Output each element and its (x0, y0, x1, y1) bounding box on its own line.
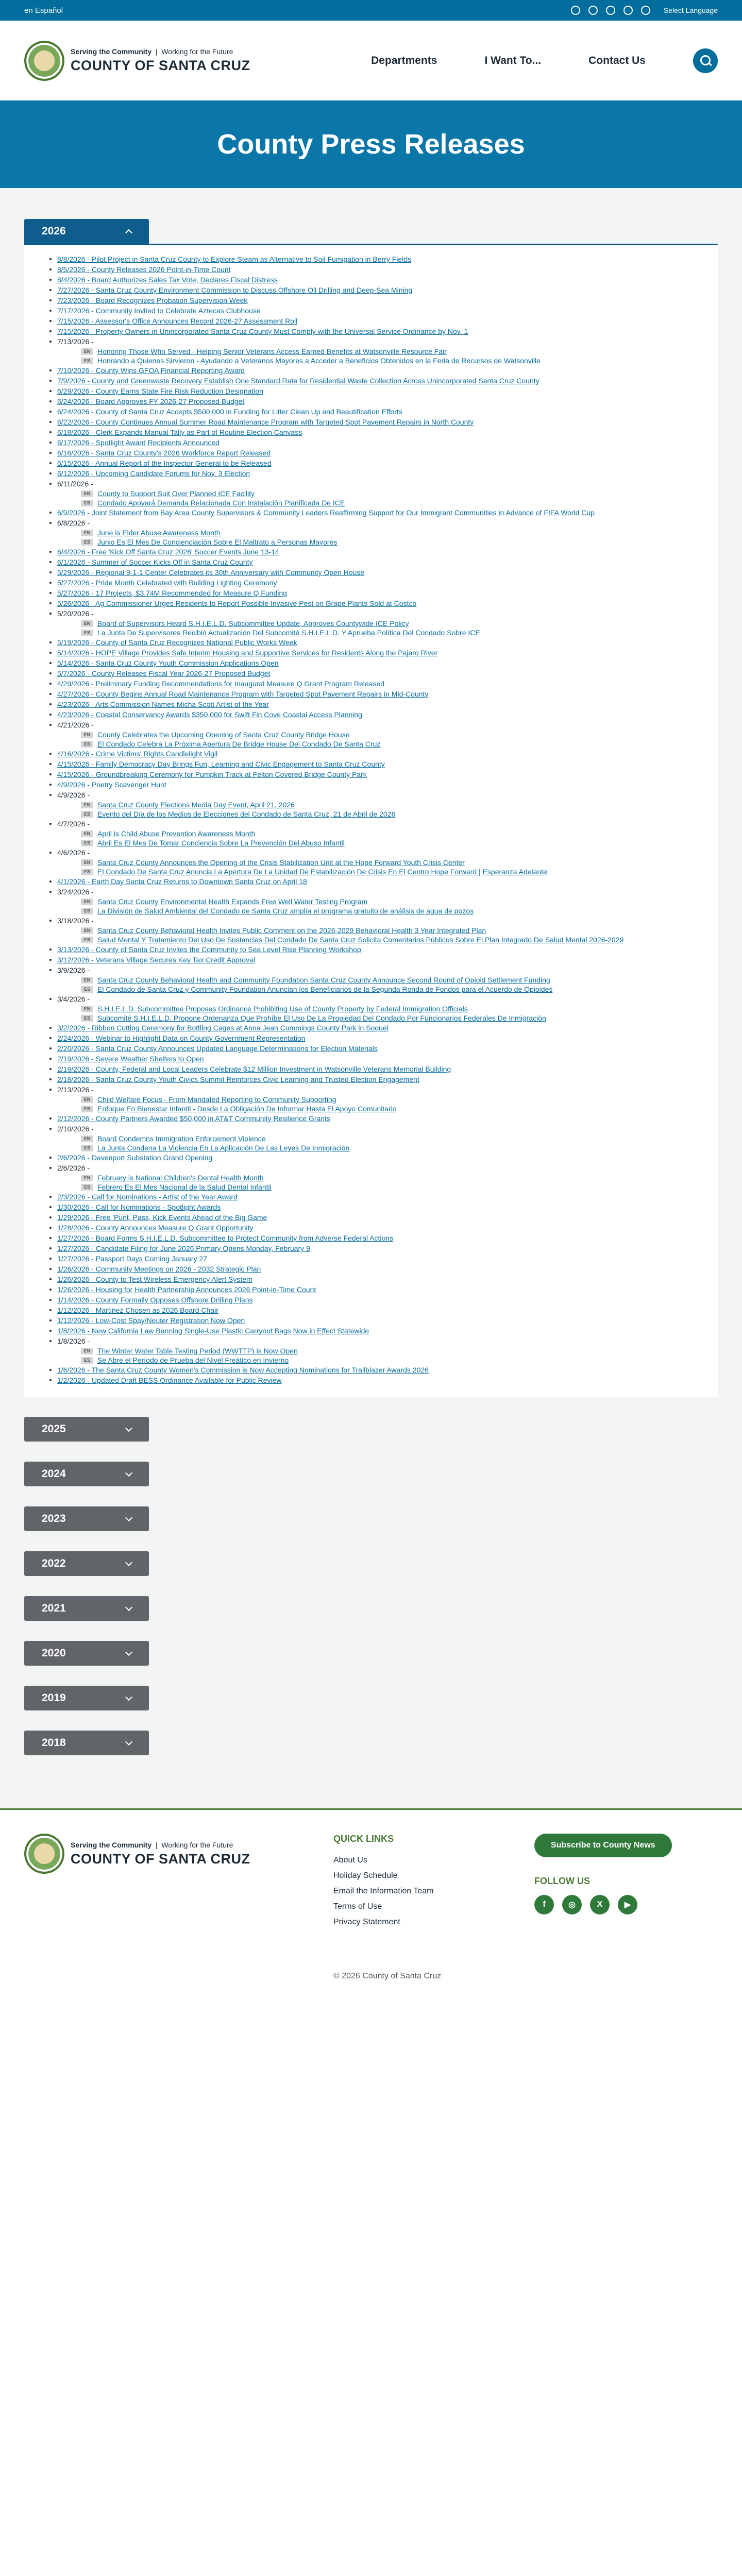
press-release-link[interactable]: 1/12/2026 - Martinez Chosen as 2026 Board Chair (57, 1306, 218, 1314)
press-release-link[interactable]: Santa Cruz County Behavioral Health and Community Foundation Santa Cruz County Announce Second Round of Opioid Settlement Funding (97, 976, 550, 984)
release-date: 3/9/2026 - (57, 966, 90, 974)
release-date: 7/13/2026 - (57, 337, 94, 346)
press-release-item (33, 699, 709, 709)
press-release-item (33, 1274, 709, 1284)
press-release-item (33, 365, 709, 376)
press-release-link[interactable]: Santa Cruz County Behavioral Health Invites Public Comment on the 2026-2029 Behavioral Health 3 Year Integrated Plan (97, 926, 486, 935)
year-accordion-2022[interactable]: 2022 (24, 1551, 149, 1576)
press-release-item (33, 264, 709, 275)
press-release-link[interactable]: 6/16/2026 - Santa Cruz County's 2026 Workforce Report Released (57, 449, 271, 457)
press-release-link[interactable]: La Junta De Supervisores Recibió Actualización Del Subcomité S.H.I.E.L.D. Y Aprueba Política Del Condado Sobre ICE (97, 629, 480, 637)
press-release-link[interactable]: 3/12/2026 - Veterans Village Secures Key Tax Credit Approval (57, 956, 255, 964)
press-release-link[interactable]: La División de Salud Ambiental del Condado de Santa Cruz amplía el programa gratuito de análisis de agua de pozos (97, 907, 474, 915)
press-release-link[interactable]: Evento del Día de los Medios de Elecciones del Condado de Santa Cruz, 21 de Abril de 2026 (97, 810, 396, 818)
press-release-link[interactable]: The Winter Water Table Testing Period (WWTTP) is Now Open (97, 1347, 298, 1355)
press-release-item (33, 306, 709, 316)
press-release-item (33, 1124, 709, 1153)
footer-tagline: Serving the Community | Working for the Future (71, 1840, 233, 1849)
press-release-link[interactable]: Se Abre el Período de Prueba del Nivel Freático en Invierno (97, 1356, 289, 1364)
quick-link-holidays[interactable]: Holiday Schedule (333, 1871, 398, 1880)
x-icon[interactable]: X (590, 1895, 610, 1914)
press-release-link[interactable]: February is National Children's Dental Health Month (97, 1174, 264, 1182)
press-release-link[interactable]: 3/13/2026 - County of Santa Cruz Invites the Community to Sea Level Rise Planning Workshop (57, 945, 361, 954)
instagram-icon[interactable] (588, 6, 598, 15)
press-release-item (33, 658, 709, 668)
page-hero (0, 100, 742, 188)
press-release-link[interactable]: 7/9/2026 - County and Greenwaste Recovery Establish One Standard Rate for Residential Waste Collection Across Unincorporated Santa Cruz County (57, 377, 539, 385)
county-logo[interactable] (24, 41, 250, 81)
press-release-link[interactable]: Santa Cruz County Elections Media Day Event, April 21, 2026 (97, 801, 295, 809)
press-release-link[interactable]: 4/23/2026 - Arts Commission Names Micha Scott Artist of the Year (57, 700, 269, 708)
press-release-item (33, 916, 709, 944)
press-release-link[interactable]: 5/26/2026 - Ag Commissioner Urges Residents to Report Possible Invasive Pest on Grape Plants Sold at Costco (57, 599, 417, 607)
language-badge: ES (81, 358, 93, 364)
press-release-link[interactable]: 6/1/2026 - Summer of Soccer Kicks Off in Santa Cruz County (57, 558, 253, 566)
press-release-item (33, 588, 709, 598)
nav-contact-us[interactable]: Contact Us (588, 54, 646, 66)
language-badge: EN (81, 490, 93, 497)
press-release-link[interactable]: 6/15/2026 - Annual Report of the Inspector General to be Released (57, 459, 272, 467)
utility-right (571, 6, 718, 15)
press-release-link[interactable]: 4/16/2026 - Crime Victims' Rights Candlelight Vigil (57, 750, 218, 758)
language-badge: EN (81, 530, 93, 536)
press-release-link[interactable]: 4/15/2026 - Family Democracy Day Brings Fun, Learning and Civic Engagement to Santa Cruz County (57, 760, 385, 768)
press-release-item (33, 994, 709, 1023)
release-date: 3/24/2026 - (57, 888, 94, 896)
press-release-item (33, 567, 709, 578)
press-release-item (33, 769, 709, 779)
press-release-link[interactable]: June is Elder Abuse Awareness Month (97, 529, 221, 537)
press-release-item (33, 779, 709, 790)
chevron-down-icon (125, 1424, 132, 1431)
press-release-item (33, 396, 709, 406)
nav-i-want-to[interactable]: I Want To... (484, 54, 542, 66)
chevron-down-icon (125, 1558, 132, 1566)
quick-link-terms[interactable]: Terms of Use (333, 1902, 382, 1911)
press-release-item (33, 1113, 709, 1124)
press-release-item (33, 608, 709, 637)
quick-link-about[interactable]: About Us (333, 1856, 367, 1865)
footer-logo[interactable] (24, 1834, 333, 1874)
chevron-down-icon (125, 1603, 132, 1611)
press-release-link[interactable]: 4/23/2026 - Coastal Conservancy Awards $350,000 for Swift Fin Cove Coastal Access Planning (57, 710, 362, 719)
press-release-item (33, 295, 709, 306)
language-badge: EN (81, 1006, 93, 1012)
language-badge: EN (81, 977, 93, 984)
instagram-icon[interactable]: ◎ (562, 1895, 582, 1914)
release-date: 1/8/2026 - (57, 1337, 90, 1345)
year-accordion-2020[interactable]: 2020 (24, 1641, 149, 1666)
press-release-link[interactable]: 7/23/2026 - Board Recognizes Probation Supervision Week (57, 296, 248, 304)
release-date: 2/13/2026 - (57, 1086, 94, 1094)
language-badge: ES (81, 1015, 93, 1022)
press-release-item (33, 448, 709, 458)
year-accordion-2024[interactable]: 2024 (24, 1462, 149, 1486)
year-accordion-2018[interactable]: 2018 (24, 1731, 149, 1755)
collapsed-year-list (24, 1417, 718, 1755)
press-release-item (33, 386, 709, 396)
language-badge: EN (81, 348, 93, 355)
press-release-link[interactable]: Honoring Those Who Served - Helping Senior Veterans Access Earned Benefits at Watsonville Resource Fair (97, 347, 447, 355)
press-release-link[interactable]: 4/27/2026 - County Begins Annual Road Maintenance Program with Targeted Spot Pavement Repairs in Mid-County (57, 690, 429, 698)
press-release-item (33, 417, 709, 427)
release-date: 4/6/2026 - (57, 849, 90, 857)
press-release-link[interactable]: 1/2/2026 - Updated Draft BESS Ordinance Available for Public Review (57, 1376, 282, 1384)
language-badge: EN (81, 1096, 93, 1103)
press-release-item (33, 1315, 709, 1326)
county-seal-icon (24, 1834, 64, 1874)
press-release-link[interactable]: Enfoque En Bienestar Infantil - Desde La Obligación De Informar Hasta El Apoyo Comunitario (97, 1105, 397, 1113)
press-release-link[interactable]: 1/26/2026 - Housing for Health Partnership Announces 2026 Point-in-Time Count (57, 1285, 316, 1294)
search-icon[interactable] (693, 48, 718, 73)
press-release-link[interactable]: County Celebrates the Upcoming Opening of Santa Cruz County Bridge House (97, 731, 350, 739)
press-release-link[interactable]: 2/18/2026 - Santa Cruz County Youth Civics Summit Reinforces Civic Learning and Trusted Election Engagement (57, 1075, 419, 1083)
quick-link-privacy[interactable]: Privacy Statement (333, 1918, 400, 1926)
press-release-item (33, 376, 709, 386)
press-release-item (33, 790, 709, 819)
press-release-item (33, 1375, 709, 1385)
language-badge: EN (81, 831, 93, 837)
release-date: 3/18/2026 - (57, 917, 94, 925)
press-release-item (33, 326, 709, 336)
press-release-link[interactable]: 2/3/2026 - Call for Nominations - Artist of the Year Award (57, 1193, 238, 1201)
press-release-item (33, 1365, 709, 1375)
language-badge: EN (81, 620, 93, 627)
press-release-item (33, 1153, 709, 1163)
press-release-link[interactable]: 8/5/2026 - County Releases 2026 Point-in-Time Count (57, 265, 231, 274)
year-accordion-2023[interactable]: 2023 (24, 1506, 149, 1531)
press-release-item (33, 759, 709, 769)
chevron-down-icon (125, 1693, 132, 1700)
press-release-link[interactable]: Board of Supervisors Heard S.H.I.E.L.D. Subcommittee Update, Approves Countywide ICE Policy (97, 619, 409, 628)
language-badge: ES (81, 1357, 93, 1364)
language-badge: ES (81, 840, 93, 846)
press-release-item (33, 648, 709, 658)
press-release-item (33, 1326, 709, 1336)
press-release-item (33, 479, 709, 507)
language-badge: EN (81, 1136, 93, 1142)
press-release-item (33, 427, 709, 437)
press-release-item (33, 1243, 709, 1253)
press-release-link[interactable]: 2/19/2026 - County, Federal and Local Leaders Celebrate $12 Million Investment in Watsonville Veterans Memorial Building (57, 1065, 451, 1073)
youtube-icon[interactable]: ▶ (618, 1895, 637, 1914)
press-release-item (33, 1033, 709, 1043)
press-release-link[interactable]: 4/15/2026 - Groundbreaking Ceremony for Pumpkin Track at Felton Covered Bridge County Park (57, 770, 367, 778)
chevron-down-icon (125, 1514, 132, 1521)
press-release-item (33, 547, 709, 557)
press-release-link[interactable]: 3/2/2026 - Ribbon Cutting Ceremony for Bottling Cages at Anna Jean Cummings County Park in Soquel (57, 1024, 389, 1032)
press-release-item (33, 316, 709, 326)
press-release-item (33, 1253, 709, 1264)
facebook-icon[interactable]: f (534, 1895, 554, 1914)
press-release-item (33, 1264, 709, 1274)
press-release-link[interactable]: 1/14/2026 - County Formally Opposes Offshore Drilling Plans (57, 1296, 253, 1304)
press-release-item (33, 518, 709, 547)
press-release-item (33, 1305, 709, 1315)
press-release-link[interactable]: S.H.I.E.L.D. Subcommittee Proposes Ordinance Prohibiting Use of County Property by Federal Immigration Officials (97, 1005, 468, 1013)
press-release-item (33, 507, 709, 518)
press-release-item (33, 598, 709, 608)
press-release-link[interactable]: 6/9/2026 - Joint Statement from Bay Area County Supervisors & Community Leaders Reaffirming Support for Our Immigrant Communities in Advance of FIFA World Cup (57, 509, 595, 517)
quick-links-title: QUICK LINKS (333, 1834, 394, 1844)
press-release-link[interactable]: Santa Cruz County Announces the Opening of the Crisis Stabilization Unit at the Hope Forward Youth Crisis Center (97, 858, 465, 867)
press-release-link[interactable]: 2/20/2026 - Santa Cruz County Announces Updated Language Determinations for Election Materials (57, 1044, 378, 1053)
press-release-item (33, 406, 709, 417)
press-release-item (33, 1054, 709, 1064)
press-release-archive (0, 188, 742, 1808)
press-release-link[interactable]: 2/19/2026 - Severe Weather Shelters to Open (57, 1055, 204, 1063)
spanish-language-link[interactable]: en Español (24, 6, 63, 15)
release-date: 6/11/2026 - (57, 480, 93, 488)
select-language-dropdown[interactable]: Select Language (663, 6, 718, 14)
press-release-link[interactable]: 6/12/2026 - Upcoming Candidate Forums for Nov. 3 Election (57, 469, 250, 478)
press-release-link[interactable]: 5/29/2026 - Regional 9-1-1 Center Celebrates its 30th Anniversary with Community Open House (57, 568, 365, 577)
press-release-item (33, 1163, 709, 1192)
press-release-item (33, 1192, 709, 1202)
language-badge: ES (81, 937, 93, 943)
press-release-link[interactable]: Honrando a Quienes Sirvieron - Ayudando a Veteranos Mayores a Acceder a Beneficios Obtenidos en la Feria de Recursos de Watsonville (97, 357, 541, 365)
quick-links (333, 1834, 534, 1977)
year-panel-2026 (24, 244, 718, 1397)
facebook-icon[interactable] (571, 6, 580, 15)
press-release-item (33, 819, 709, 848)
press-release-link[interactable]: 1/26/2026 - Community Meetings on 2026 - 2032 Strategic Plan (57, 1265, 261, 1273)
press-release-link[interactable]: 7/15/2026 - Property Owners in Unincorporated Santa Cruz County Must Comply with the Universal Service Ordinance by Nov. 1 (57, 327, 468, 335)
press-release-link[interactable]: 1/12/2026 - Low-Cost Spay/Neuter Registration Now Open (57, 1316, 245, 1325)
press-release-link[interactable]: Child Welfare Focus - From Mandated Reporting to Community Supporting (97, 1095, 336, 1104)
press-release-link[interactable]: 7/15/2026 - Assessor's Office Announces Record 2026-27 Assessment Roll (57, 317, 298, 325)
press-release-item (33, 637, 709, 648)
press-release-link[interactable]: 6/4/2026 - Free 'Kick Off Santa Cruz 2026' Soccer Events June 13-14 (57, 548, 279, 556)
press-release-link[interactable]: 8/4/2026 - Board Authorizes Sales Tax Vote, Declares Fiscal Distress (57, 276, 278, 284)
nav-departments[interactable]: Departments (371, 54, 437, 66)
press-release-link[interactable]: 1/29/2026 - Free 'Punt, Pass, Kick Events Ahead of the Big Game (57, 1213, 267, 1222)
language-badge: EN (81, 899, 93, 905)
press-release-item (33, 1202, 709, 1212)
press-release-link[interactable]: Junio Es El Mes De Concienciación Sobre El Maltrato a Personas Mayores (97, 538, 338, 546)
language-badge: EN (81, 1348, 93, 1354)
language-badge: ES (81, 630, 93, 636)
mail-icon[interactable] (641, 6, 650, 15)
press-release-list (33, 254, 709, 1385)
press-release-link[interactable]: 6/24/2026 - Board Approves FY 2026-27 Proposed Budget (57, 397, 245, 405)
copyright: © 2026 County of Santa Cruz (333, 1972, 442, 1980)
press-release-link[interactable]: Board Condemns Immigration Enforcement Violence (97, 1134, 266, 1143)
press-release-item (33, 944, 709, 955)
press-release-link[interactable]: 5/14/2026 - HOPE Village Provides Safe Interim Housing and Supportive Services for Residents Along the Pajaro River (57, 649, 438, 657)
utility-bar (0, 0, 742, 21)
press-release-item (33, 1084, 709, 1113)
press-release-link[interactable]: 1/6/2026 - The Santa Cruz County Women's Commission is Now Accepting Nominations for Trailblazer Awards 2026 (57, 1366, 429, 1374)
press-release-link[interactable]: 4/1/2026 - Earth Day Santa Cruz Returns to Downtown Santa Cruz on April 18 (57, 877, 307, 886)
press-release-link[interactable]: 5/27/2026 - 17 Projects, $3.74M Recommended for Measure Q Funding (57, 589, 287, 597)
press-release-link[interactable]: 5/7/2026 - County Releases Fiscal Year 2026-27 Proposed Budget (57, 669, 271, 677)
press-release-link[interactable]: 5/19/2026 - County of Santa Cruz Recognizes National Public Works Week (57, 638, 297, 647)
subscribe-button[interactable]: Subscribe to County News (534, 1834, 672, 1857)
press-release-link[interactable]: April is Child Abuse Prevention Awareness Month (97, 829, 256, 838)
press-release-link[interactable]: Subcomité S.H.I.E.L.D. Propone Ordenanza Que Prohíbe El Uso De La Propiedad Del Condado Por Funcionarios Federales De Inmigración (97, 1014, 546, 1022)
press-release-link[interactable]: 2/12/2026 - County Partners Awarded $50,000 in AT&T Community Resilience Grants (57, 1114, 330, 1123)
press-release-link[interactable]: El Condado Celebra La Próxima Apertura De Bridge House Del Condado De Santa Cruz (97, 740, 381, 748)
press-release-item (33, 557, 709, 567)
follow-us-title: FOLLOW US (534, 1876, 590, 1886)
press-release-item (33, 1284, 709, 1295)
chevron-down-icon (125, 1469, 132, 1476)
press-release-link[interactable]: County to Support Suit Over Planned ICE Facility (97, 489, 255, 498)
press-release-item (33, 955, 709, 965)
county-seal-icon (24, 41, 64, 81)
language-badge: ES (81, 741, 93, 748)
release-date: 3/4/2026 - (57, 995, 90, 1003)
primary-nav (371, 48, 718, 73)
press-release-link[interactable]: Santa Cruz County Environmental Health Expands Free Well Water Testing Program (97, 897, 368, 906)
language-badge: ES (81, 986, 93, 993)
press-release-link[interactable]: 5/14/2026 - Santa Cruz County Youth Commission Applications Open (57, 659, 279, 667)
chevron-down-icon (125, 1738, 132, 1745)
press-release-link[interactable]: Salud Mental Y Tratamiento Del Uso De Sustancias Del Condado De Santa Cruz Solicita Comentarios Públicos Sobre El Plan Integrado De Salud Mental 2026-2029 (97, 936, 624, 944)
press-release-link[interactable]: 6/18/2026 - Clerk Expands Manual Tally as Part of Routine Election Canvass (57, 428, 302, 436)
language-badge: ES (81, 1106, 93, 1112)
press-release-item (33, 1023, 709, 1033)
language-badge: ES (81, 908, 93, 914)
press-release-item (33, 720, 709, 749)
youtube-icon[interactable] (623, 6, 633, 15)
county-name: COUNTY OF SANTA CRUZ (71, 58, 250, 73)
language-badge: EN (81, 1175, 93, 1181)
press-release-item (33, 437, 709, 448)
press-release-item (33, 848, 709, 876)
press-release-item (33, 578, 709, 588)
site-header (0, 21, 742, 100)
press-release-item (33, 876, 709, 887)
press-release-item (33, 1212, 709, 1223)
press-release-item (33, 1064, 709, 1074)
chevron-down-icon (125, 1648, 132, 1655)
press-release-link[interactable]: 8/8/2026 - Pilot Project in Santa Cruz County to Explore Steam as Alternative to Soil Fumigation in Berry Fields (57, 255, 412, 263)
press-release-item (33, 275, 709, 285)
press-release-link[interactable]: 1/30/2026 - Call for Nominations - Spotlight Awards (57, 1203, 221, 1211)
language-badge: ES (81, 1145, 93, 1151)
tagline: Serving the Community | Working for the Future (71, 47, 233, 56)
press-release-item (33, 749, 709, 759)
language-badge: EN (81, 859, 93, 866)
press-release-link[interactable]: 6/24/2026 - County of Santa Cruz Accepts $500,000 in Funding for Litter Clean Up and Beautification Efforts (57, 408, 402, 416)
language-badge: ES (81, 811, 93, 818)
footer-county-name: COUNTY OF SANTA CRUZ (71, 1851, 250, 1867)
release-date: 4/9/2026 - (57, 791, 90, 799)
press-release-item (33, 1043, 709, 1054)
press-release-link[interactable]: 6/29/2026 - County Earns State Fire Risk Reduction Designation (57, 387, 263, 395)
press-release-link[interactable]: 1/26/2026 - County to Test Wireless Emergency Alert System (57, 1275, 252, 1283)
press-release-item (33, 689, 709, 699)
language-badge: ES (81, 1184, 93, 1191)
press-release-item (33, 336, 709, 365)
press-release-item (33, 1223, 709, 1233)
page-title: County Press Releases (217, 129, 525, 160)
release-date: 4/7/2026 - (57, 820, 90, 828)
year-accordion-2021[interactable]: 2021 (24, 1596, 149, 1621)
press-release-link[interactable]: 1/8/2026 - New California Law Banning Single-Use Plastic Carryout Bags Now in Effect Statewide (57, 1327, 369, 1335)
press-release-link[interactable]: 4/9/2026 - Poetry Scavenger Hunt (57, 781, 166, 789)
press-release-item (33, 254, 709, 264)
year-accordion-2025[interactable]: 2025 (24, 1417, 149, 1442)
press-release-item (33, 1336, 709, 1365)
press-release-link[interactable]: El Condado de Santa Cruz y Community Foundation Anuncian los Beneficiarios de la Segunda Ronda de Fondos para el Acuerdo de Opioides (97, 985, 553, 993)
press-release-link[interactable]: 2/24/2026 - Webinar to Highlight Data on County Government Representation (57, 1034, 306, 1042)
press-release-link[interactable]: Condado Apoyará Demanda Relacionada Con Instalación Planificada De ICE (97, 499, 345, 507)
press-release-link[interactable]: 7/10/2026 - County Wins GFOA Financial Reporting Award (57, 366, 245, 375)
press-release-item (33, 965, 709, 994)
quick-link-email[interactable]: Email the Information Team (333, 1887, 434, 1895)
press-release-item (33, 668, 709, 679)
press-release-link[interactable]: 2/6/2026 - Davenport Substation Grand Opening (57, 1154, 213, 1162)
press-release-link[interactable]: El Condado De Santa Cruz Anuncia La Apertura De La Unidad De Estabilización De Crisis En El Centro Hope Forward | Esperanza Adelante (97, 868, 547, 876)
press-release-link[interactable]: 1/27/2026 - Board Forms S.H.I.E.L.D. Subcommittee to Protect Community from Adverse Federal Actions (57, 1234, 394, 1242)
release-date: 2/6/2026 - (57, 1164, 90, 1172)
site-footer (0, 1808, 742, 1998)
press-release-link[interactable]: Febrero Es El Mes Nacional de la Salud Dental Infantil (97, 1183, 272, 1191)
press-release-link[interactable]: 1/27/2026 - Passport Days Coming January 27 (57, 1255, 208, 1263)
press-release-item (33, 1074, 709, 1084)
press-release-link[interactable]: 7/17/2026 - Community Invited to Celebrate Aztecas Clubhouse (57, 307, 261, 315)
press-release-link[interactable]: Abril Es El Mes De Tomar Conciencia Sobre La Prevención Del Abuso Infantil (97, 839, 345, 847)
year-accordion-2026[interactable]: 2026 (24, 219, 149, 244)
press-release-link[interactable]: La Junta Condena La Violencia En La Aplicación De Las Leyes De Inmigración (97, 1144, 350, 1152)
year-accordion-2019[interactable]: 2019 (24, 1686, 149, 1710)
press-release-item (33, 887, 709, 916)
press-release-item (33, 709, 709, 720)
press-release-item (33, 285, 709, 295)
language-badge: ES (81, 539, 93, 546)
press-release-link[interactable]: 6/17/2026 - Spotlight Award Recipients Announced (57, 438, 220, 447)
press-release-item (33, 1295, 709, 1305)
press-release-link[interactable]: 5/27/2026 - Pride Month Celebrated with Building Lighting Ceremony (57, 579, 277, 587)
press-release-item (33, 679, 709, 689)
press-release-link[interactable]: 4/29/2026 - Preliminary Funding Recommendations for Inaugural Measure Q Grant Program Released (57, 680, 384, 688)
press-release-link[interactable]: 1/28/2026 - County Announces Measure Q Grant Opportunity (57, 1224, 254, 1232)
press-release-item (33, 1233, 709, 1243)
press-release-item (33, 468, 709, 479)
chevron-up-icon (125, 229, 132, 236)
release-date: 2/10/2026 - (57, 1125, 94, 1133)
release-date: 4/21/2026 - (57, 721, 94, 729)
language-badge: EN (81, 802, 93, 808)
release-date: 5/20/2026 - (57, 609, 94, 618)
language-badge: EN (81, 927, 93, 934)
press-release-link[interactable]: 1/27/2026 - Candidate Filing for June 2026 Primary Opens Monday, February 9 (57, 1244, 310, 1252)
x-icon[interactable] (606, 6, 615, 15)
press-release-link[interactable]: 6/22/2026 - County Continues Annual Summer Road Maintenance Program with Targeted Spot Pavement Repairs in North County (57, 418, 474, 426)
language-badge: ES (81, 869, 93, 875)
press-release-link[interactable]: 7/27/2026 - Santa Cruz County Environment Commission to Discuss Offshore Oil Drilling and Deep-Sea Mining (57, 286, 413, 294)
press-release-item (33, 458, 709, 468)
language-badge: EN (81, 732, 93, 738)
release-date: 6/8/2026 - (57, 519, 90, 527)
language-badge: ES (81, 500, 93, 506)
